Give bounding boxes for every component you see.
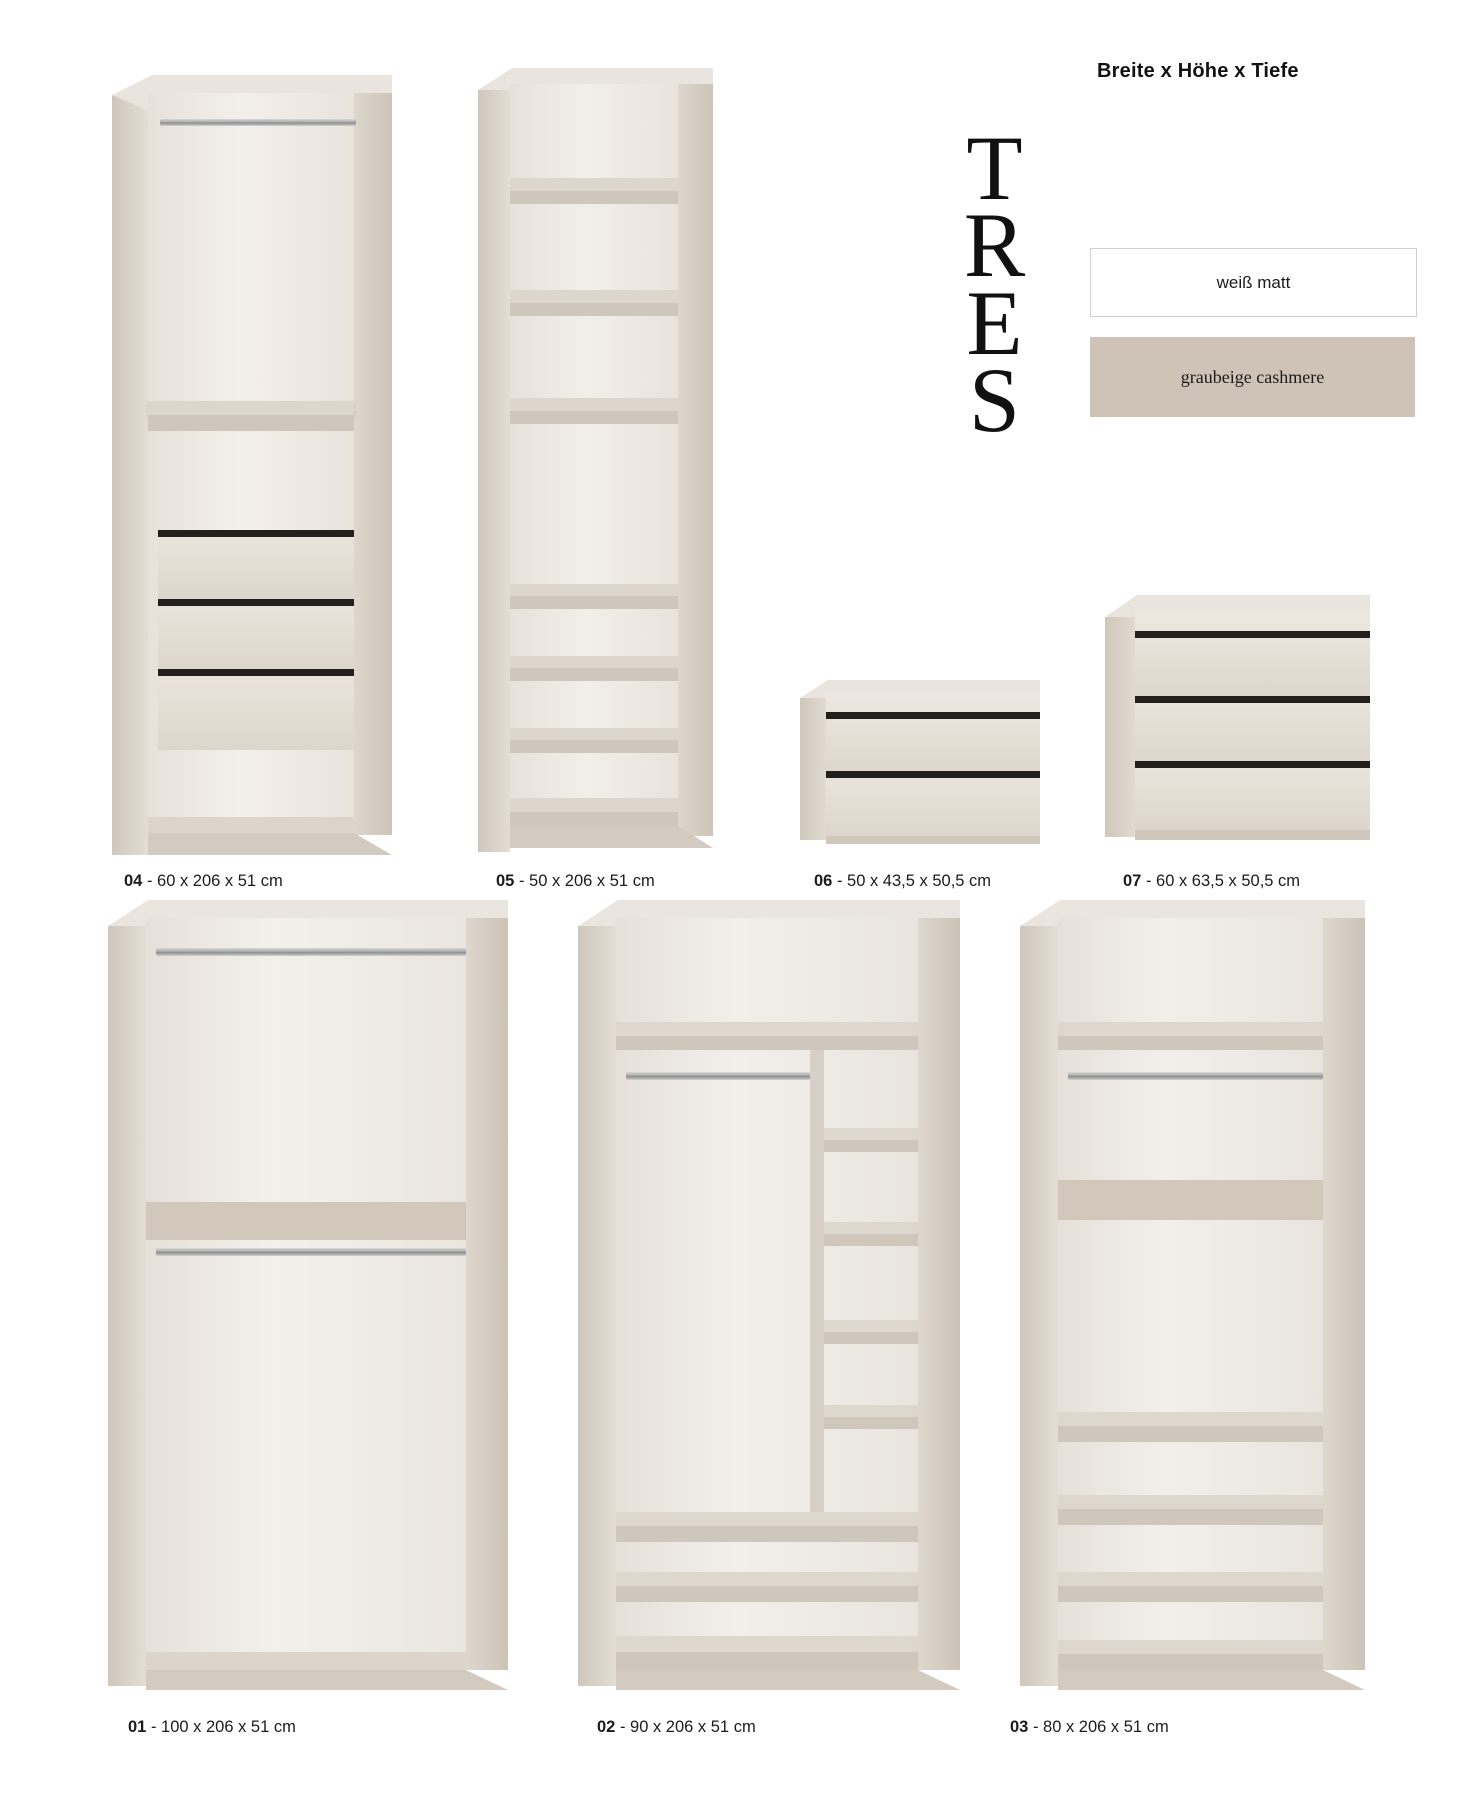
shelf-lower-3-03 [1058, 1572, 1323, 1586]
right-side-panel-02 [918, 918, 960, 1670]
caption-03-dims: - 80 x 206 x 51 cm [1032, 1718, 1169, 1736]
caption-07-id: 07 [1123, 872, 1142, 890]
shelf-04 [148, 401, 354, 415]
caption-03-id: 03 [1010, 1718, 1029, 1736]
caption-07 [1123, 872, 1300, 891]
shelf-top-02 [616, 1022, 918, 1036]
right-shelf-4-02 [824, 1405, 918, 1417]
left-side-panel-07 [1105, 617, 1135, 837]
caption-05 [496, 872, 655, 891]
shelf-lower-2-03 [1058, 1495, 1323, 1509]
caption-04-id: 04 [124, 872, 143, 890]
base-05 [510, 826, 713, 848]
right-shelf-1-02 [824, 1128, 918, 1140]
swatch-weiss-matt-label: weiß matt [1216, 272, 1291, 292]
brand-letter-s: S [968, 348, 1022, 451]
left-side-panel-06 [800, 698, 826, 840]
caption-07-dims: - 60 x 63,5 x 50,5 cm [1145, 872, 1301, 890]
caption-06-dims: - 50 x 43,5 x 50,5 cm [836, 872, 992, 890]
caption-01-id: 01 [128, 1718, 147, 1736]
caption-02 [597, 1718, 756, 1737]
vertical-divider-02 [810, 1050, 824, 1512]
product-image-06 [800, 680, 1040, 850]
product-image-03 [1020, 900, 1365, 1690]
base-03 [1058, 1670, 1365, 1690]
shelf-lower-4-03 [1058, 1640, 1323, 1654]
caption-05-id: 05 [496, 872, 515, 890]
left-side-panel-03 [1020, 926, 1058, 1686]
product-image-04 [112, 75, 392, 855]
product-image-07 [1105, 595, 1370, 850]
brand-letter-t: T [966, 117, 1024, 219]
brand-letter-r: R [963, 194, 1027, 297]
interior-01 [146, 918, 466, 1670]
product-image-01 [108, 900, 508, 1690]
divider-band-03 [1058, 1180, 1323, 1220]
hanging-rod-top-01 [156, 948, 466, 956]
caption-02-id: 02 [597, 1718, 616, 1736]
caption-04-dims: - 60 x 206 x 51 cm [146, 872, 283, 890]
drawer-1-06[interactable] [826, 719, 1040, 771]
left-side-panel-05 [478, 90, 510, 852]
page-title: Breite x Höhe x Tiefe [1097, 60, 1299, 82]
caption-01-dims: - 100 x 206 x 51 cm [150, 1718, 296, 1736]
shelf-lower-2-02 [616, 1572, 918, 1586]
shelf-5-05 [510, 656, 678, 668]
base-06 [826, 836, 1040, 844]
caption-02-dims: - 90 x 206 x 51 cm [619, 1718, 756, 1736]
drawer-2-04[interactable] [158, 606, 354, 669]
right-side-panel-01 [466, 918, 508, 1670]
shelf-6-05 [510, 728, 678, 740]
shelf-1-05 [510, 178, 678, 191]
divider-band-01 [146, 1202, 466, 1240]
brand-letter-e: E [966, 271, 1024, 374]
swatch-graubeige-cashmere-label: graubeige cashmere [1180, 366, 1325, 387]
right-side-panel-04 [354, 93, 392, 835]
base-04 [148, 833, 392, 855]
right-shelf-2-02 [824, 1222, 918, 1234]
swatch-weiss-matt[interactable] [1090, 248, 1417, 317]
base-01 [146, 1670, 508, 1690]
hanging-rod-04 [160, 119, 356, 126]
drawer-3-07[interactable] [1135, 768, 1370, 830]
product-image-05 [478, 68, 713, 853]
caption-06 [814, 872, 991, 891]
hanging-rod-bottom-01 [156, 1248, 466, 1256]
shelf-3-05 [510, 398, 678, 411]
product-image-02 [578, 900, 960, 1690]
caption-01 [128, 1718, 296, 1737]
caption-04 [124, 872, 283, 891]
shelf-7-05 [510, 798, 678, 812]
hanging-rod-03 [1068, 1072, 1323, 1080]
drawer-2-06[interactable] [826, 778, 1040, 836]
shelf-lower-1-02 [616, 1512, 918, 1526]
left-side-panel-02 [578, 926, 616, 1686]
right-side-panel-05 [678, 84, 713, 836]
drawer-1-04[interactable] [158, 537, 354, 599]
base-07 [1135, 830, 1370, 840]
drawer-1-07[interactable] [1135, 638, 1370, 696]
shelf-2-05 [510, 290, 678, 303]
shelf-4-05 [510, 584, 678, 596]
right-side-panel-03 [1323, 918, 1365, 1670]
swatch-graubeige-cashmere[interactable] [1090, 337, 1415, 417]
brand-wordmark [930, 117, 1060, 451]
caption-03 [1010, 1718, 1169, 1737]
left-side-panel-01 [108, 926, 146, 1686]
hanging-rod-02 [626, 1072, 810, 1080]
drawer-3-04[interactable] [158, 676, 354, 750]
shelf-top-03 [1058, 1022, 1323, 1036]
base-02 [616, 1670, 960, 1690]
caption-06-id: 06 [814, 872, 833, 890]
shelf-lower-1-03 [1058, 1412, 1323, 1426]
shelf-lower-3-02 [616, 1636, 918, 1652]
caption-05-dims: - 50 x 206 x 51 cm [518, 872, 655, 890]
right-shelf-3-02 [824, 1320, 918, 1332]
drawer-2-07[interactable] [1135, 703, 1370, 761]
